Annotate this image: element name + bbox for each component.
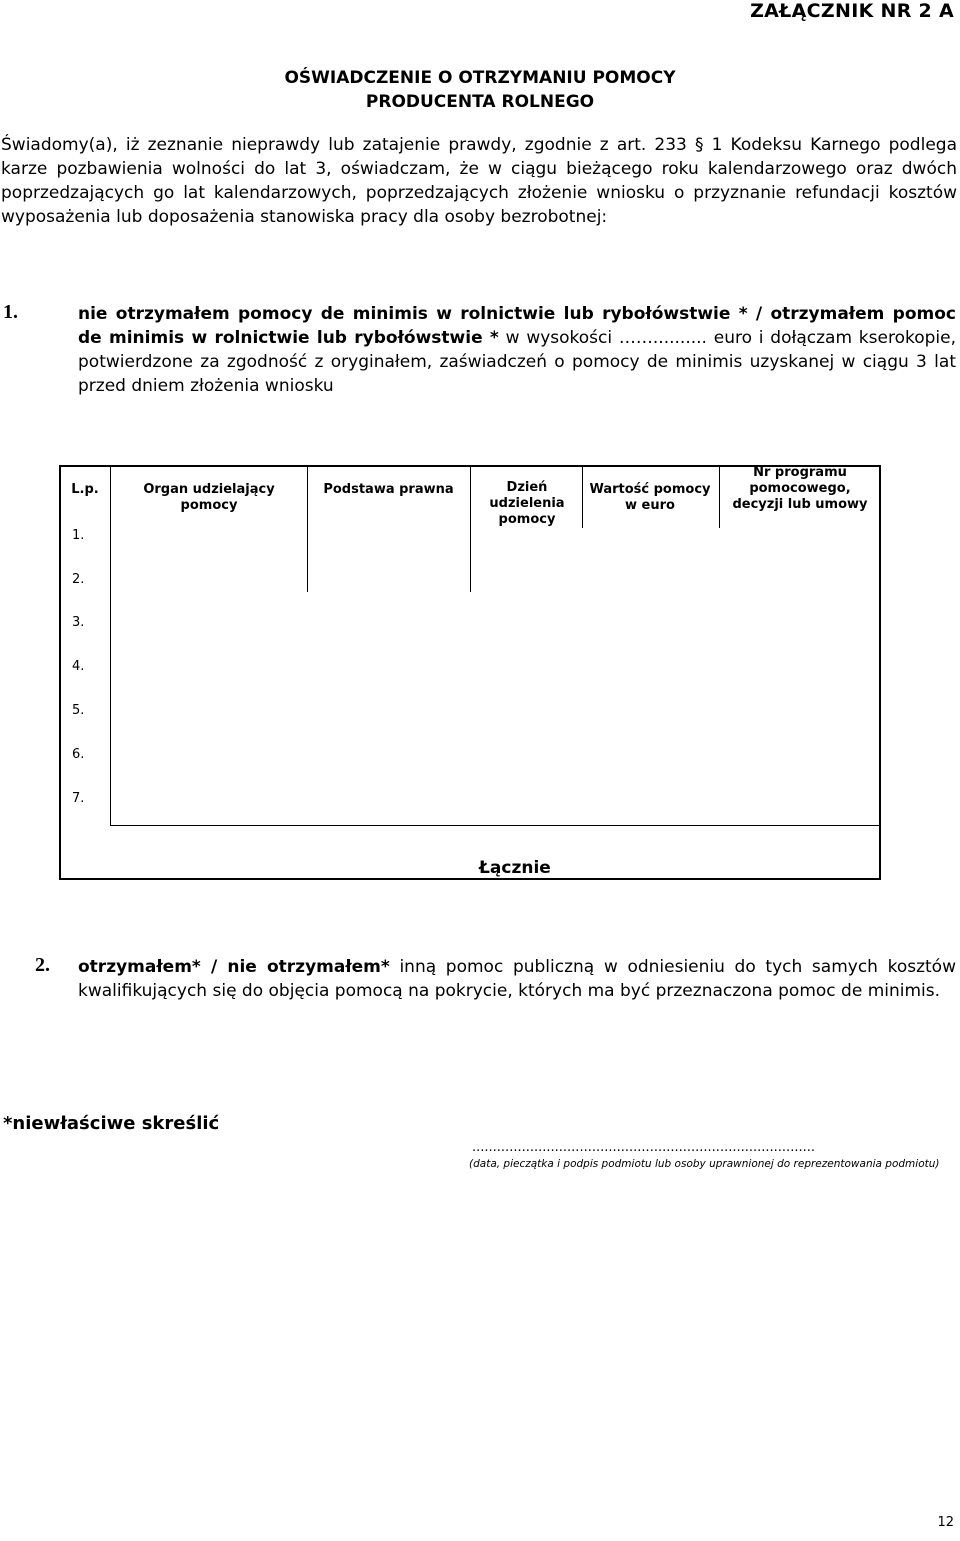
row-number: 7. <box>72 791 85 806</box>
item2-bold-text: otrzymałem* / nie otrzymałem* <box>78 957 390 977</box>
item1-paragraph <box>78 302 956 398</box>
table-col-divider <box>719 465 720 528</box>
table-border-bottom <box>59 878 881 880</box>
row-number: 6. <box>72 747 85 762</box>
row-number: 3. <box>72 615 85 630</box>
header-podstawa: Podstawa prawna <box>323 482 454 497</box>
header-organ: Organ udzielający pomocy <box>143 482 275 513</box>
item1-number: 1. <box>3 301 18 323</box>
title-line-1: OŚWIADCZENIE O OTRZYMANIU POMOCY <box>284 68 676 88</box>
table-total-divider <box>110 825 881 826</box>
item2-number: 2. <box>35 954 50 976</box>
intro-paragraph: Świadomy(a), iż zeznanie nieprawdy lub zatajenie prawdy, zgodnie z art. 233 § 1 Kodeksu Karnego podlega karze pozbawienia wolności do lat 3, oświadczam, że w ciągu bieżącego roku kalendarzowego oraz dwóch poprzedzających go lat kalendarzowych, poprzedzających złożenie wniosku o przyznanie refundacji kosztów wyposażenia lub doposażenia stanowiska pracy dla osoby bezrobotnej: <box>1 135 957 227</box>
row-number: 2. <box>72 572 85 587</box>
table-col-divider <box>307 465 308 592</box>
aid-table <box>59 465 881 880</box>
item2-paragraph <box>78 955 956 1003</box>
title-line-2: PRODUCENTA ROLNEGO <box>365 92 595 112</box>
document-title <box>0 66 960 114</box>
signature-caption: (data, pieczątka i podpis podmiotu lub osoby uprawnionej do reprezentowania podmiotu) <box>469 1158 940 1170</box>
signature-line: ................................................................................... <box>472 1140 815 1155</box>
header-nr-programu: Nr programu pomocowego, decyzji lub umowy <box>732 465 868 512</box>
table-col-divider <box>110 465 111 825</box>
row-number: 4. <box>72 659 85 674</box>
item1-normal-text: w wysokości …….......... euro i dołączam kserokopie, potwierdzone za zgodność z oryginałem, zaświadczeń o pomocy de minimis uzyskanej w ciągu 3 lat przed dniem złożenia wniosku <box>78 328 956 396</box>
footnote: *niewłaściwe skreślić <box>3 1113 220 1134</box>
header-lp: L.p. <box>71 482 99 497</box>
header-dzien: Dzień udzielenia pomocy <box>489 480 565 527</box>
table-col-divider <box>582 465 583 528</box>
table-border-right <box>879 465 881 880</box>
annex-label: ZAŁĄCZNIK NR 2 A <box>750 0 954 22</box>
row-number: 1. <box>72 528 85 543</box>
item1-bold-text: nie otrzymałem pomocy de minimis w rolnictwie lub rybołówstwie * / otrzymałem pomoc de minimis w rolnictwie lub rybołówstwie * <box>78 304 956 348</box>
item2-normal-text: inną pomoc publiczną w odniesieniu do tych samych kosztów kwalifikujących się do objęcia pomocą na pokrycie, których ma być przeznaczona pomoc de minimis. <box>78 957 956 1001</box>
table-border-left <box>59 465 61 880</box>
total-label: Łącznie <box>479 858 551 878</box>
page-number: 12 <box>937 1515 954 1530</box>
header-wartosc: Wartość pomocy w euro <box>589 482 711 513</box>
row-number: 5. <box>72 703 85 718</box>
table-col-divider <box>470 465 471 592</box>
